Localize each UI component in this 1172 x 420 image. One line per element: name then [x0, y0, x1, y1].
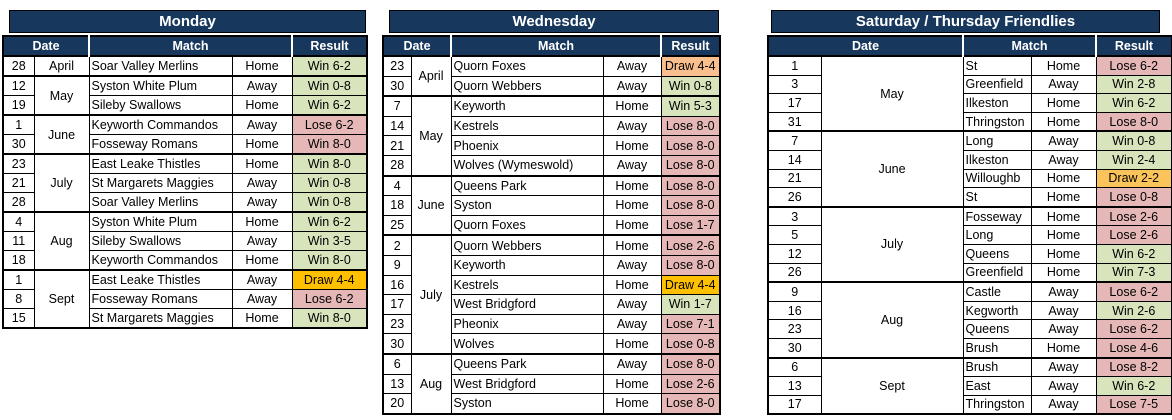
day-cell[interactable]: 18	[383, 196, 411, 216]
venue-cell[interactable]: Home	[603, 215, 661, 235]
day-cell[interactable]: 31	[768, 112, 821, 131]
result-cell[interactable]: Draw 4-4	[292, 270, 367, 290]
fixture-row	[383, 56, 720, 76]
monday-table-title[interactable]: Monday	[9, 10, 366, 33]
month-cell[interactable]: Aug	[821, 282, 963, 357]
fixture-row	[3, 270, 367, 290]
team-cell[interactable]: Long	[963, 131, 1031, 150]
venue-cell[interactable]: Away	[1031, 377, 1096, 396]
team-cell[interactable]: West Bridgford	[451, 374, 603, 394]
day-cell[interactable]: 25	[383, 215, 411, 235]
team-cell[interactable]: Queens Park	[451, 354, 603, 374]
day-cell[interactable]: 12	[768, 244, 821, 263]
month-cell[interactable]: Aug	[34, 212, 89, 270]
result-column-header[interactable]: Result	[292, 36, 367, 56]
team-cell[interactable]: Quorn Foxes	[451, 56, 603, 76]
team-cell[interactable]: Fosseway Romans	[89, 290, 232, 309]
team-cell[interactable]: West Bridgford	[451, 295, 603, 315]
result-column-header[interactable]: Result	[1096, 36, 1172, 56]
day-cell[interactable]: 9	[768, 282, 821, 301]
day-cell[interactable]: 2	[383, 235, 411, 255]
result-cell[interactable]: Lose 6-2	[292, 115, 367, 135]
team-cell[interactable]: Long	[963, 226, 1031, 245]
month-cell[interactable]: Sept	[821, 358, 963, 415]
result-cell[interactable]: Draw 4-4	[661, 275, 720, 295]
result-cell[interactable]: Win 6-2	[1096, 377, 1172, 396]
day-cell[interactable]: 7	[768, 131, 821, 150]
fixture-row	[3, 115, 367, 135]
date-column-header[interactable]: Date	[768, 36, 963, 56]
venue-cell[interactable]: Away	[1031, 282, 1096, 301]
day-cell[interactable]: 21	[383, 136, 411, 156]
saturday-fixtures-table	[767, 35, 1172, 415]
column-header-row	[383, 36, 720, 56]
result-cell[interactable]: Lose 2-6	[661, 374, 720, 394]
team-cell[interactable]: Wolves (Wymeswold)	[451, 155, 603, 175]
month-cell[interactable]: Sept	[34, 270, 89, 328]
day-cell[interactable]: 8	[3, 290, 34, 309]
monday-fixtures-table	[2, 35, 368, 329]
venue-cell[interactable]: Home	[603, 96, 661, 116]
fixture-row	[3, 76, 367, 96]
day-cell[interactable]: 12	[3, 76, 34, 96]
venue-cell[interactable]: Away	[603, 76, 661, 96]
day-cell[interactable]: 5	[768, 226, 821, 245]
day-cell[interactable]: 21	[768, 169, 821, 188]
venue-cell[interactable]: Away	[603, 354, 661, 374]
result-cell[interactable]: Win 6-2	[1096, 94, 1172, 113]
team-cell[interactable]: Ilkeston	[963, 150, 1031, 169]
venue-cell[interactable]: Away	[1031, 395, 1096, 414]
team-cell[interactable]: Kestrels	[451, 116, 603, 136]
venue-cell[interactable]: Away	[1031, 150, 1096, 169]
day-cell[interactable]: 23	[383, 314, 411, 334]
result-cell[interactable]: Win 6-2	[1096, 244, 1172, 263]
fixture-row	[768, 282, 1172, 301]
result-cell[interactable]: Win 0-8	[661, 76, 720, 96]
venue-cell[interactable]: Away	[603, 56, 661, 76]
team-cell[interactable]: St	[963, 56, 1031, 75]
day-cell[interactable]: 13	[383, 374, 411, 394]
venue-cell[interactable]: Home	[232, 212, 292, 232]
venue-cell[interactable]: Home	[1031, 338, 1096, 357]
day-cell[interactable]: 30	[383, 334, 411, 354]
result-cell[interactable]: Lose 0-8	[1096, 188, 1172, 207]
monday-table	[2, 10, 366, 329]
team-cell[interactable]: Ilkeston	[963, 94, 1031, 113]
venue-cell[interactable]: Home	[1031, 56, 1096, 75]
fixture-row	[3, 212, 367, 232]
venue-cell[interactable]: Away	[1031, 320, 1096, 339]
result-cell[interactable]: Win 8-0	[292, 154, 367, 174]
day-cell[interactable]: 21	[3, 174, 34, 193]
day-cell[interactable]: 17	[768, 395, 821, 414]
team-cell[interactable]: Willoughb	[963, 169, 1031, 188]
venue-cell[interactable]: Home	[232, 154, 292, 174]
result-cell[interactable]: Lose 6-2	[1096, 320, 1172, 339]
result-cell[interactable]: Lose 2-6	[1096, 207, 1172, 226]
team-cell[interactable]: Keyworth Commandos	[89, 251, 232, 271]
fixture-row	[768, 358, 1172, 377]
match-column-header[interactable]: Match	[89, 36, 292, 56]
venue-cell[interactable]: Home	[603, 275, 661, 295]
result-cell[interactable]: Lose 8-0	[661, 255, 720, 275]
day-cell[interactable]: 7	[383, 96, 411, 116]
team-cell[interactable]: Quorn Webbers	[451, 235, 603, 255]
venue-cell[interactable]: Home	[1031, 226, 1096, 245]
venue-cell[interactable]: Away	[603, 295, 661, 315]
day-cell[interactable]: 26	[768, 188, 821, 207]
team-cell[interactable]: Thringston	[963, 112, 1031, 131]
day-cell[interactable]: 26	[768, 263, 821, 282]
result-cell[interactable]: Lose 8-0	[661, 116, 720, 136]
wednesday-fixtures-table	[382, 35, 721, 415]
day-cell[interactable]: 20	[383, 394, 411, 414]
result-cell[interactable]: Lose 8-2	[1096, 358, 1172, 377]
result-cell[interactable]: Lose 8-0	[1096, 112, 1172, 131]
result-cell[interactable]: Win 6-2	[292, 96, 367, 116]
day-cell[interactable]: 9	[383, 255, 411, 275]
day-cell[interactable]: 23	[3, 154, 34, 174]
team-cell[interactable]: Fosseway	[963, 207, 1031, 226]
venue-cell[interactable]: Away	[603, 116, 661, 136]
day-cell[interactable]: 30	[3, 135, 34, 155]
result-cell[interactable]: Win 0-8	[1096, 131, 1172, 150]
team-cell[interactable]: Keyworth	[451, 96, 603, 116]
venue-cell[interactable]: Home	[1031, 263, 1096, 282]
day-cell[interactable]: 11	[3, 232, 34, 251]
result-cell[interactable]: Win 2-4	[1096, 150, 1172, 169]
day-cell[interactable]: 18	[3, 251, 34, 271]
team-cell[interactable]: St Margarets Maggies	[89, 309, 232, 329]
day-cell[interactable]: 14	[768, 150, 821, 169]
month-cell[interactable]: April	[411, 56, 451, 96]
team-cell[interactable]: Sileby Swallows	[89, 96, 232, 116]
team-cell[interactable]: St Margarets Maggies	[89, 174, 232, 193]
result-cell[interactable]: Win 6-2	[292, 56, 367, 76]
fixture-row	[383, 235, 720, 255]
venue-cell[interactable]: Away	[1031, 75, 1096, 94]
saturday-friendlies-table	[767, 10, 1171, 415]
venue-cell[interactable]: Away	[232, 232, 292, 251]
day-cell[interactable]: 30	[383, 76, 411, 96]
venue-cell[interactable]: Home	[603, 334, 661, 354]
team-cell[interactable]: Sileby Swallows	[89, 232, 232, 251]
venue-cell[interactable]: Away	[232, 115, 292, 135]
team-cell[interactable]: Keyworth Commandos	[89, 115, 232, 135]
venue-cell[interactable]: Home	[232, 309, 292, 329]
venue-cell[interactable]: Home	[232, 251, 292, 271]
result-cell[interactable]: Win 6-2	[292, 212, 367, 232]
result-column-header[interactable]: Result	[661, 36, 720, 56]
team-cell[interactable]: Wolves	[451, 334, 603, 354]
day-cell[interactable]: 23	[383, 56, 411, 76]
team-cell[interactable]: Quorn Foxes	[451, 215, 603, 235]
day-cell[interactable]: 16	[383, 275, 411, 295]
fixture-row	[383, 176, 720, 196]
month-cell[interactable]: April	[34, 56, 89, 76]
team-cell[interactable]: Syston	[451, 394, 603, 414]
day-cell[interactable]: 1	[768, 56, 821, 75]
month-cell[interactable]: July	[821, 207, 963, 282]
venue-cell[interactable]: Home	[603, 394, 661, 414]
day-cell[interactable]: 6	[383, 354, 411, 374]
fixture-row	[3, 56, 367, 76]
result-cell[interactable]: Lose 8-0	[661, 176, 720, 196]
team-cell[interactable]: Kestrels	[451, 275, 603, 295]
month-cell[interactable]: June	[34, 115, 89, 154]
result-cell[interactable]: Lose 8-0	[661, 136, 720, 156]
fixture-row	[768, 56, 1172, 75]
team-cell[interactable]: Greenfield	[963, 263, 1031, 282]
team-cell[interactable]: Kegworth	[963, 301, 1031, 320]
team-cell[interactable]: Brush	[963, 358, 1031, 377]
venue-cell[interactable]: Home	[1031, 244, 1096, 263]
team-cell[interactable]: Fosseway Romans	[89, 135, 232, 155]
team-cell[interactable]: East Leake Thistles	[89, 154, 232, 174]
venue-cell[interactable]: Home	[603, 374, 661, 394]
column-header-row	[3, 36, 367, 56]
team-cell[interactable]: East Leake Thistles	[89, 270, 232, 290]
result-cell[interactable]: Win 0-8	[292, 193, 367, 213]
match-column-header[interactable]: Match	[451, 36, 661, 56]
result-cell[interactable]: Win 0-8	[292, 174, 367, 193]
wednesday-table-title[interactable]: Wednesday	[389, 10, 719, 33]
venue-cell[interactable]: Away	[603, 314, 661, 334]
team-cell[interactable]: Syston	[451, 196, 603, 216]
result-cell[interactable]: Win 7-3	[1096, 263, 1172, 282]
month-cell[interactable]: June	[821, 131, 963, 206]
team-cell[interactable]: Keyworth	[451, 255, 603, 275]
result-cell[interactable]: Lose 8-0	[661, 196, 720, 216]
result-cell[interactable]: Lose 2-6	[1096, 226, 1172, 245]
team-cell[interactable]: Queens	[963, 320, 1031, 339]
day-cell[interactable]: 28	[3, 193, 34, 213]
venue-cell[interactable]: Home	[603, 235, 661, 255]
team-cell[interactable]: Queens	[963, 244, 1031, 263]
day-cell[interactable]: 17	[383, 295, 411, 315]
day-cell[interactable]: 1	[3, 115, 34, 135]
result-cell[interactable]: Win 0-8	[292, 76, 367, 96]
fixture-row	[3, 154, 367, 174]
venue-cell[interactable]: Away	[603, 255, 661, 275]
month-cell[interactable]: July	[34, 154, 89, 212]
day-cell[interactable]: 1	[3, 270, 34, 290]
team-cell[interactable]: Phoenix	[451, 136, 603, 156]
venue-cell[interactable]: Home	[603, 176, 661, 196]
venue-cell[interactable]: Home	[1031, 188, 1096, 207]
result-cell[interactable]: Lose 7-1	[661, 314, 720, 334]
day-cell[interactable]: 19	[3, 96, 34, 116]
result-cell[interactable]: Win 3-5	[292, 232, 367, 251]
venue-cell[interactable]: Away	[232, 290, 292, 309]
team-cell[interactable]: St	[963, 188, 1031, 207]
day-cell[interactable]: 13	[768, 377, 821, 396]
day-cell[interactable]: 17	[768, 94, 821, 113]
team-cell[interactable]: Brush	[963, 338, 1031, 357]
team-cell[interactable]: Soar Valley Merlins	[89, 193, 232, 213]
venue-cell[interactable]: Home	[603, 196, 661, 216]
day-cell[interactable]: 28	[383, 155, 411, 175]
result-cell[interactable]: Win 8-0	[292, 135, 367, 155]
day-cell[interactable]: 6	[768, 358, 821, 377]
result-cell[interactable]: Lose 6-2	[1096, 56, 1172, 75]
result-cell[interactable]: Win 8-0	[292, 309, 367, 329]
day-cell[interactable]: 28	[3, 56, 34, 76]
venue-cell[interactable]: Away	[232, 174, 292, 193]
day-cell[interactable]: 14	[383, 116, 411, 136]
result-cell[interactable]: Lose 1-7	[661, 215, 720, 235]
venue-cell[interactable]: Away	[1031, 131, 1096, 150]
team-cell[interactable]: Syston White Plum	[89, 212, 232, 232]
fixture-row	[768, 207, 1172, 226]
venue-cell[interactable]: Home	[1031, 94, 1096, 113]
month-cell[interactable]: June	[411, 176, 451, 236]
venue-cell[interactable]: Home	[1031, 112, 1096, 131]
venue-cell[interactable]: Home	[1031, 207, 1096, 226]
result-cell[interactable]: Lose 6-2	[292, 290, 367, 309]
month-cell[interactable]: May	[34, 76, 89, 115]
result-cell[interactable]: Win 2-6	[1096, 301, 1172, 320]
day-cell[interactable]: 30	[768, 338, 821, 357]
date-column-header[interactable]: Date	[3, 36, 89, 56]
day-cell[interactable]: 3	[768, 75, 821, 94]
result-cell[interactable]: Draw 4-4	[661, 56, 720, 76]
venue-cell[interactable]: Away	[1031, 301, 1096, 320]
month-cell[interactable]: Aug	[411, 354, 451, 414]
day-cell[interactable]: 15	[3, 309, 34, 329]
team-cell[interactable]: Syston White Plum	[89, 76, 232, 96]
date-column-header[interactable]: Date	[383, 36, 451, 56]
result-cell[interactable]: Lose 4-6	[1096, 338, 1172, 357]
column-header-row	[768, 36, 1172, 56]
result-cell[interactable]: Lose 8-0	[661, 354, 720, 374]
result-cell[interactable]: Lose 8-0	[661, 155, 720, 175]
day-cell[interactable]: 16	[768, 301, 821, 320]
result-cell[interactable]: Win 1-7	[661, 295, 720, 315]
result-cell[interactable]: Win 5-3	[661, 96, 720, 116]
result-cell[interactable]: Win 8-0	[292, 251, 367, 271]
venue-cell[interactable]: Home	[232, 56, 292, 76]
venue-cell[interactable]: Away	[232, 76, 292, 96]
venue-cell[interactable]: Away	[232, 193, 292, 213]
result-cell[interactable]: Lose 0-8	[661, 334, 720, 354]
day-cell[interactable]: 3	[768, 207, 821, 226]
venue-cell[interactable]: Away	[232, 270, 292, 290]
team-cell[interactable]: East	[963, 377, 1031, 396]
result-cell[interactable]: Lose 7-5	[1096, 395, 1172, 414]
team-cell[interactable]: Pheonix	[451, 314, 603, 334]
team-cell[interactable]: Quorn Webbers	[451, 76, 603, 96]
venue-cell[interactable]: Home	[232, 96, 292, 116]
day-cell[interactable]: 4	[3, 212, 34, 232]
wednesday-table	[382, 10, 719, 415]
day-cell[interactable]: 4	[383, 176, 411, 196]
result-cell[interactable]: Lose 2-6	[661, 235, 720, 255]
venue-cell[interactable]: Home	[232, 135, 292, 155]
saturday-friendlies-table-title[interactable]: Saturday / Thursday Friendlies	[771, 10, 1160, 33]
match-column-header[interactable]: Match	[963, 36, 1096, 56]
venue-cell[interactable]: Home	[1031, 169, 1096, 188]
result-cell[interactable]: Draw 2-2	[1096, 169, 1172, 188]
team-cell[interactable]: Castle	[963, 282, 1031, 301]
result-cell[interactable]: Lose 8-0	[661, 394, 720, 414]
fixture-row	[383, 354, 720, 374]
result-cell[interactable]: Lose 6-2	[1096, 282, 1172, 301]
month-cell[interactable]: May	[821, 56, 963, 131]
result-cell[interactable]: Win 2-8	[1096, 75, 1172, 94]
team-cell[interactable]: Thringston	[963, 395, 1031, 414]
team-cell[interactable]: Greenfield	[963, 75, 1031, 94]
team-cell[interactable]: Soar Valley Merlins	[89, 56, 232, 76]
fixture-row	[383, 96, 720, 116]
venue-cell[interactable]: Home	[603, 136, 661, 156]
day-cell[interactable]: 23	[768, 320, 821, 339]
venue-cell[interactable]: Away	[1031, 358, 1096, 377]
month-cell[interactable]: July	[411, 235, 451, 354]
month-cell[interactable]: May	[411, 96, 451, 175]
fixture-row	[768, 131, 1172, 150]
team-cell[interactable]: Queens Park	[451, 176, 603, 196]
venue-cell[interactable]: Away	[603, 155, 661, 175]
